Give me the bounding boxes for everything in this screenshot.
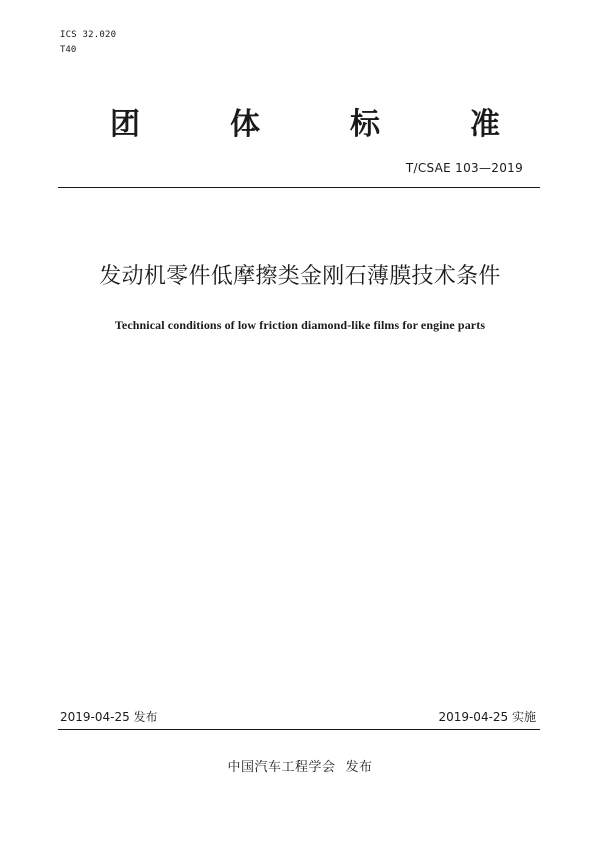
standard-type-char: 准 bbox=[470, 107, 500, 142]
standard-type-heading bbox=[110, 105, 500, 145]
publisher-action: 发布 bbox=[345, 760, 373, 775]
issue-date: 2019-04-25 发布 bbox=[60, 710, 158, 724]
publisher-name: 中国汽车工程学会 bbox=[227, 760, 336, 775]
bottom-divider bbox=[58, 729, 540, 730]
top-divider bbox=[58, 187, 540, 188]
standard-type-char: 团 bbox=[110, 107, 140, 142]
standard-number: T/CSAE 103—2019 bbox=[405, 161, 523, 175]
standard-type-char: 标 bbox=[350, 107, 380, 142]
document-title-chinese: 发动机零件低摩擦类金刚石薄膜技术条件 bbox=[99, 264, 501, 289]
implementation-date: 2019-04-25 实施 bbox=[438, 710, 536, 724]
standard-type-char: 体 bbox=[230, 107, 260, 142]
publisher-line bbox=[0, 756, 600, 775]
ccs-code: T40 bbox=[60, 45, 77, 55]
document-title-english: Technical conditions of low friction diamond-like films for engine parts bbox=[114, 318, 486, 332]
ics-code: ICS 32.020 bbox=[60, 30, 117, 40]
